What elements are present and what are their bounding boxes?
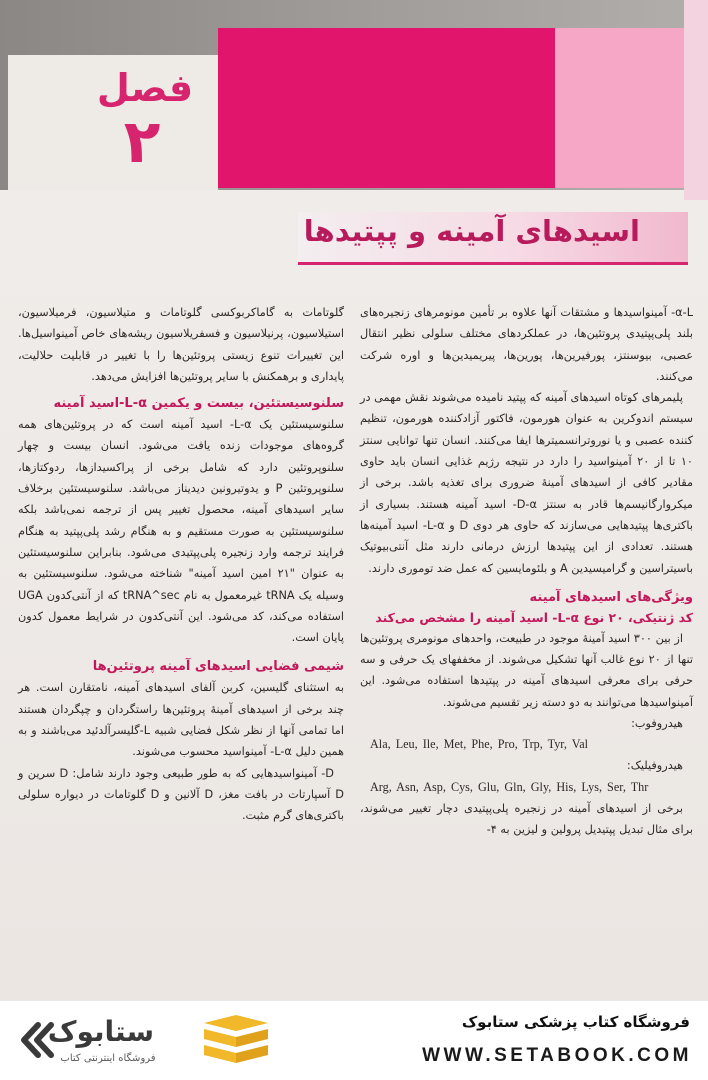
paragraph: به استثنای گلیسین، کربن آلفای اسیدهای آمینه، نامتقارن است. هر چند برخی از اسیدهای آمینهٔ پروتئین‌ها راستگردان و چپگردان هستند اما تمامی آنها از نظر شکل فضایی شبیه L-گلیسرآلدئید می‌باشند و به همین دلیل L-α- آمینواسید محسوب می‌شوند. — [18, 681, 344, 759]
list-label: هیدروفوب: — [631, 717, 683, 731]
paragraph: D- آمینواسیدهایی که به طور طبیعی وجود دارند شامل: D سرین و D آسپارتات در بافت مغز، D آلانین و D گلوتامات در دیواره سلولی باکتری‌های گرم مثبت. — [18, 766, 344, 823]
amino-acid-list: Arg, Asn, Asp, Cys, Glu, Gln, Gly, His, Lys, Ser, Thr — [370, 779, 649, 794]
section-heading: سلنوسیستئین، بیست و یکمین L-α-اسید آمینه — [53, 396, 344, 412]
section-heading: شیمی فضایی اسیدهای آمینه پروتئین‌ها — [92, 659, 344, 675]
page-edge-strip — [684, 0, 708, 200]
store-url-link[interactable]: WWW.SETABOOK.COM — [422, 1045, 692, 1066]
header-pink-block — [555, 28, 685, 188]
paragraph: α-L- آمینواسیدها و مشتقات آنها علاوه بر تأمین مونومرهای زنجیره‌های بلند پلی‌پپتیدی پروتئین‌ها، در عملکردهای مختلف سلولی نظیر انتقال عصبی، بیوسنتز، پورفیرین‌ها، پورین‌ها، پیریمیدین‌ها و اوره شرکت می‌کنند. — [360, 306, 693, 383]
logo-tagline: فروشگاه اینترنتی کتاب — [60, 1053, 156, 1064]
paragraph: برخی از اسیدهای آمینه در زنجیره پلی‌پپتیدی دچار تغییر می‌شوند، برای مثال تبدیل پپتیدیل پرولین و لیزین به ۴- — [360, 801, 693, 836]
paragraph: پلیمرهای کوتاه اسیدهای آمینه که پپتید نامیده می‌شوند نقش مهمی در سیستم اندوکرین به عنوان هورمون، فاکتور آزادکننده هورمون، تنظیم کننده عصبی و یا نوروترانسمیترها ایفا می‌کنند. انسان تنها توانایی سنتز ۱۰ تا از ۲۰ آمینواسید را دارد در نتیجه رژیم غذایی انسان باید حاوی مقادیر کافی از اسیدهای آمینهٔ ضروری برای تغذیه باشد. برخی از میکروارگانیسم‌ها قادر به سنتز D-α- اسید آمینه هستند. بسیاری از باکتری‌ها پپتیدهایی می‌سازند که حاوی هر دوی D و L-α- اسید آمینه‌ها هستند. تعدادی از این پپتیدها ارزش درمانی دارند مثل آنتی‌بیوتیک باسیتراسین و گرامیسیدین A و بلئومایسین که عمل ضد توموری دارند. — [360, 391, 694, 575]
store-name: فروشگاه کتاب پزشکی ستابوک — [461, 1013, 690, 1031]
chapter-number: ۲ — [123, 107, 161, 177]
subsection-heading: کد ژنتیکی، ۲۰ نوع L-α- اسید آمینه را مشخص می‌کند — [375, 609, 693, 625]
amino-acid-list: Ala, Leu, Ile, Met, Phe, Pro, Trp, Tyr, Val — [370, 737, 589, 752]
title-underline — [298, 262, 688, 265]
paragraph: گلوتامات به گاماکربوکسی گلوتامات و متیلاسیون، فرمیلاسیون، استیلاسیون، پرنیلاسیون و فسفریلاسیون ریشه‌های خاص آمینواسیل‌ها. این تغییرات تنوع زیستی پروتئین‌ها را با تغییر در قابلیت حلالیت، پایداری و برهمکنش با سایر پروتئین‌ها افزایش می‌دهد. — [18, 306, 344, 383]
store-banner — [0, 1000, 708, 1080]
right-column — [360, 302, 693, 840]
logo-wordmark: ستابوک — [47, 1015, 154, 1048]
chapter-word: فصل — [96, 66, 194, 110]
left-column — [18, 302, 344, 827]
paragraph: سلنوسیستئین یک L-α- اسید آمینه است که در پروتئین‌های همه گروه‌های موجودات زنده یافت می‌شود. انسان بیست و چهار سلنوپروتئین دارد که شامل برخی از پراکسیدازها، ردوکتازها، سلنوپروتئین P و یدوتیرونین دیدیناز می‌باشد. سلنوسیستئین برخلاف سایر اسیدهای آمینه، محصول تغییر پس از ترجمه نمی‌باشد بلکه سلنوسیستئین به صورت مستقیم و به هنگام رشد پلی‌پپتید به هنگام فرایند ترجمه وارد زنجیره پلی‌پپتیدی می‌شود. بنابراین سلنوسیستئین به عنوان "۲۱ امین اسید آمینه" شناخته می‌شود. سلنوسیستئین به وسیله یک tRNA غیرمعمول به نام tRNA^sec که از آنتی‌کدون UGA استفاده می‌کند، کد می‌شود. این آنتی‌کدون در شرایط معمول کدون پایان است. — [18, 418, 345, 645]
paragraph: از بین ۳۰۰ اسید آمینهٔ موجود در طبیعت، واحدهای مونومری پروتئین‌ها تنها از ۲۰ نوع غالب آنها تشکیل می‌شوند. از مخففهای یک حرفی و سه حرفی برای معرفی اسیدهای آمینه در پپتیدها استفاده می‌شود. این آمینواسیدها می‌توانند به دو دسته زیر تقسیم می‌شوند. — [360, 631, 693, 709]
header-magenta-block — [218, 28, 558, 188]
books-logo-icon — [200, 1015, 272, 1067]
section-heading: ویژگی‌های اسیدهای آمینه — [529, 589, 693, 605]
chapter-title: اسیدهای آمینه و پپتیدها — [303, 214, 640, 248]
list-label: هیدروفیلیک: — [626, 759, 683, 773]
